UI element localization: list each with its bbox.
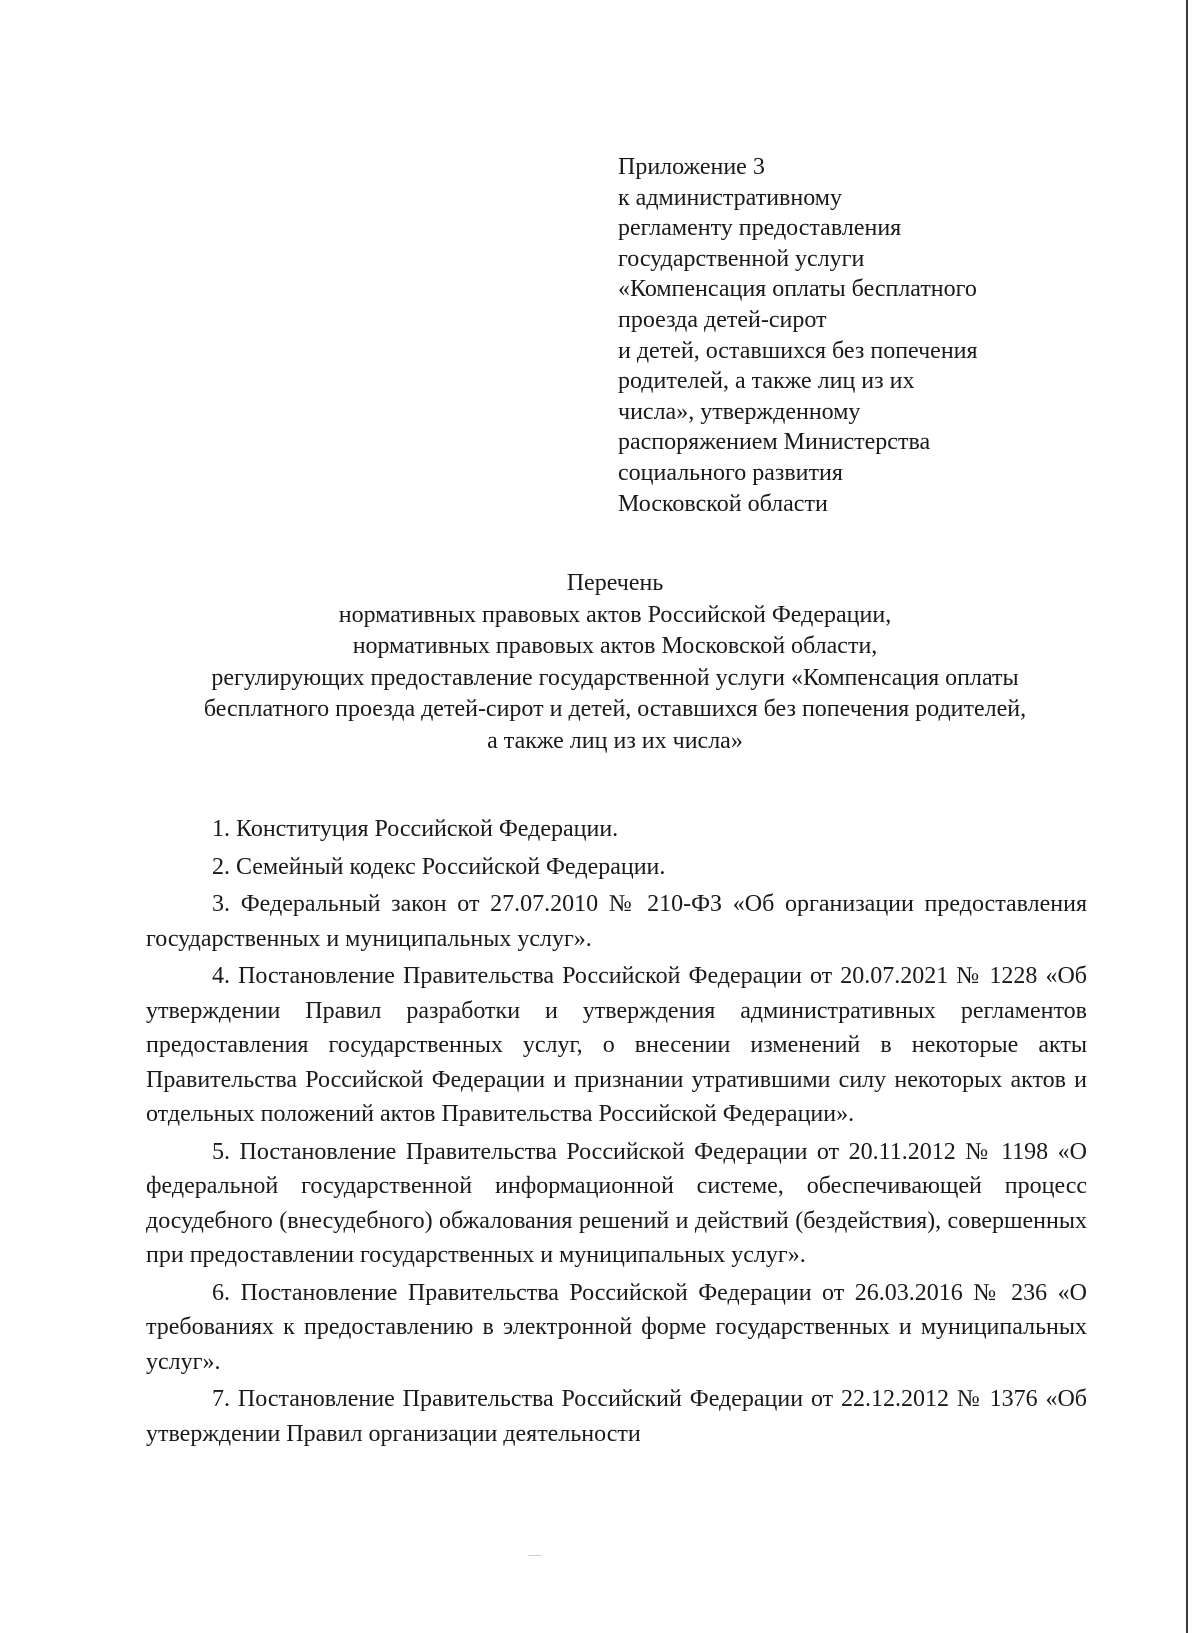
title-line: регулирующих предоставление государственной услуги «Компенсация оплаты — [211, 664, 1019, 691]
scan-edge-line — [1186, 0, 1188, 1633]
title-line: а также лиц из их числа» — [487, 727, 743, 754]
annex-line: социального развития — [618, 459, 843, 486]
annex-line: проезда детей-сирот — [618, 306, 827, 333]
list-item: 5. Постановление Правительства Российской Федерации от 20.11.2012 № 1198 «О федеральной государственной информационной системе, обеспечивающей процесс досудебного (внесудебного) обжалования решений и действий (бездействия), совершенных при предоставлении государственных и муниципальных услуг». — [146, 1138, 1087, 1268]
list-item: 1. Конституция Российской Федерации. — [212, 816, 619, 842]
title-line: нормативных правовых актов Российской Федерации, — [338, 601, 892, 628]
annex-line: и детей, оставшихся без попечения — [618, 337, 978, 364]
document-title — [150, 568, 1080, 757]
annex-block — [618, 152, 1058, 519]
annex-line: регламенту предоставления — [618, 215, 902, 242]
annex-line: к административному — [618, 184, 842, 211]
annex-line: родителей, а также лиц из их — [618, 368, 915, 395]
annex-line: Приложение 3 — [618, 154, 765, 180]
scan-speck — [528, 1555, 542, 1556]
list-item: 6. Постановление Правительства Российской Федерации от 26.03.2016 № 236 «О требованиях к предоставлению в электронной форме государственных и муниципальных услуг». — [146, 1279, 1087, 1375]
annex-line: Московской области — [618, 490, 828, 517]
list-item: 3. Федеральный закон от 27.07.2010 № 210-ФЗ «Об организации предоставления государственных и муниципальных услуг». — [146, 891, 1087, 952]
list-item: 7. Постановление Правительства Российский Федерации от 22.12.2012 № 1376 «Об утверждении Правил организации деятельности — [146, 1386, 1087, 1447]
title-line: нормативных правовых актов Московской области, — [352, 633, 878, 659]
title-line: Перечень — [566, 570, 664, 596]
annex-line: распоряжением Министерства — [618, 429, 931, 456]
annex-line: «Компенсация оплаты бесплатного — [618, 276, 977, 303]
list-item: 4. Постановление Правительства Российской Федерации от 20.07.2021 № 1228 «Об утверждении Правил разработки и утверждения административных регламентов предоставления государственных услуг, о внесении изменений в некоторые акты Правительства Российской Федерации и признании утратившими силу некоторых актов и отдельных положений актов Правительства Российской Федерации». — [146, 963, 1087, 1127]
annex-line: государственной услуги — [618, 245, 865, 272]
title-line: бесплатного проезда детей-сирот и детей, оставшихся без попечения родителей, — [203, 696, 1027, 722]
list-item: 2. Семейный кодекс Российской Федерации. — [212, 853, 666, 880]
annex-line: числа», утвержденному — [618, 398, 861, 425]
acts-list — [146, 812, 1087, 1454]
